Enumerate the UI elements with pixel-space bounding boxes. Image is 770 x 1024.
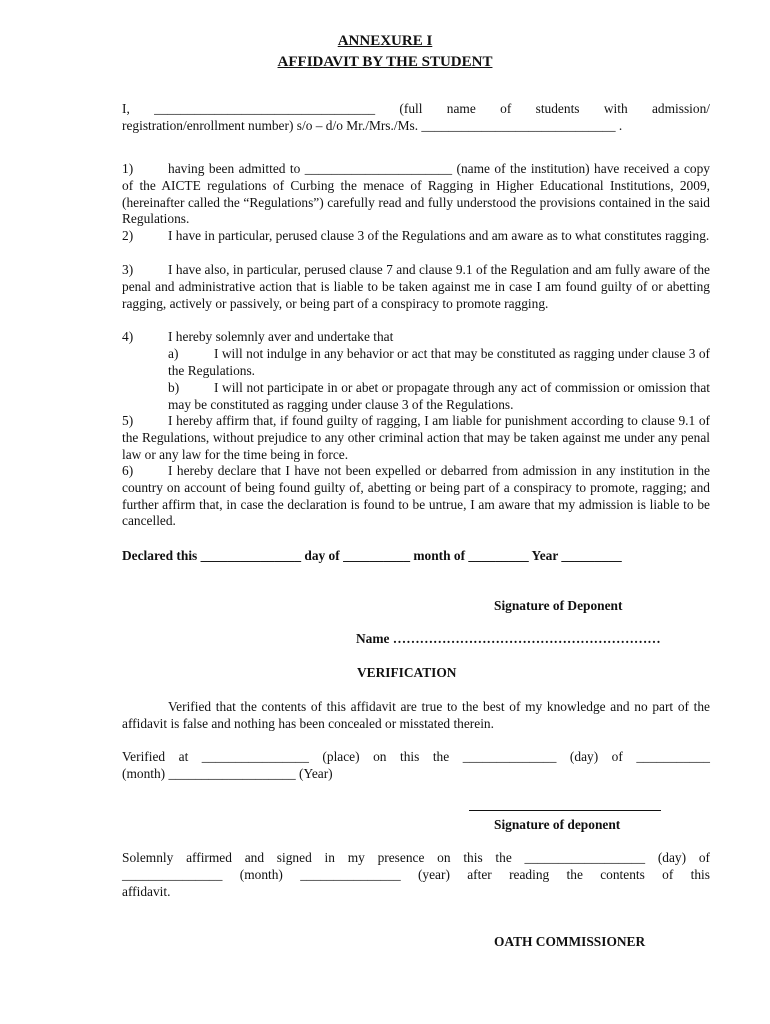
sub-clause-letter: a) <box>168 346 179 361</box>
verified-place-line: Verified at ________________ (place) on this the ______________ (day) of ___________ <box>122 749 710 764</box>
sub-clause-text: I will not participate in or abet or propagate through any act of commission or omission that may be constituted as ragging under clause 3 of the Regulations. <box>168 380 710 412</box>
clause-text: I hereby solemnly aver and undertake that <box>168 329 394 344</box>
clause-number: 2) <box>122 228 134 243</box>
sub-clause-letter: b) <box>168 380 180 395</box>
clause-number: 5) <box>122 413 134 428</box>
clause-4 <box>122 329 710 346</box>
signature-of-deponent-label: Signature of Deponent <box>494 598 623 613</box>
solemn-line-2: _______________ (month) _______________ (year) after reading the contents of this <box>122 867 710 882</box>
clause-2 <box>122 228 710 245</box>
signature-line <box>469 810 661 811</box>
clause-5 <box>122 413 710 463</box>
affidavit-title: AFFIDAVIT BY THE STUDENT <box>277 54 493 70</box>
intro-line-1: I, _________________________________ (full name of students with admission/ <box>122 101 710 116</box>
declared-line: Declared this _______________ day of __________ month of _________ Year _________ <box>122 548 622 563</box>
clause-number: 6) <box>122 463 134 478</box>
clause-text: I hereby declare that I have not been expelled or debarred from admission in any institution in the country on account of being found guilty of, abetting or being part of a conspiracy to promote, ragging; and further affirm that, in case the declaration is found to be untrue, I am aware that my admission is liable to be cancelled. <box>122 463 710 529</box>
intro-line-2: registration/enrollment number) s/o – d/o Mr./Mrs./Ms. _____________________________ . <box>122 118 623 133</box>
verification-title: VERIFICATION <box>357 665 457 680</box>
verified-year-line: (month) ___________________ (Year) <box>122 766 333 781</box>
name-line: Name …………………………………………………… <box>356 631 661 646</box>
verification-text: Verified that the contents of this affidavit are true to the best of my knowledge and no part of the affidavit is false and nothing has been concealed or misstated therein. <box>122 699 710 731</box>
clause-text: I have in particular, perused clause 3 of the Regulations and am aware as to what constitutes ragging. <box>168 228 710 243</box>
clause-number: 4) <box>122 329 134 344</box>
clause-text: having been admitted to ______________________ (name of the institution) have received a copy of the AICTE regulations of Curbing the menace of Ragging in Higher Educational Institutions, 2009, (hereinafter called the “Regulations”) carefully read and fully understood the provisions contained in the said Regulations. <box>122 161 710 227</box>
clause-4a <box>168 346 710 380</box>
solemn-line-1: Solemnly affirmed and signed in my presence on this the __________________ (day) of <box>122 850 710 865</box>
clause-text: I hereby affirm that, if found guilty of ragging, I am liable for punishment according to clause 9.1 of the Regulations, without prejudice to any other criminal action that may be taken against me under any penal law or any law for the time being in force. <box>122 413 710 462</box>
clause-number: 1) <box>122 161 134 176</box>
clause-text: I have also, in particular, perused clause 7 and clause 9.1 of the Regulation and am fully aware of the penal and administrative action that is liable to be taken against me in case I am found guilty of or abetting ragging, actively or passively, or being part of a conspiracy to promote ragging. <box>122 262 710 311</box>
clause-1 <box>122 161 710 228</box>
clause-number: 3) <box>122 262 134 277</box>
annexure-heading: ANNEXURE I <box>337 33 433 49</box>
clause-3 <box>122 262 710 312</box>
oath-commissioner-label: OATH COMMISSIONER <box>494 934 646 949</box>
solemn-line-3: affidavit. <box>122 884 171 899</box>
clause-6 <box>122 463 710 530</box>
signature-of-deponent-label-2: Signature of deponent <box>494 817 621 832</box>
clause-4b <box>168 380 710 414</box>
sub-clause-text: I will not indulge in any behavior or act that may be constituted as ragging under clause 3 of the Regulations. <box>168 346 710 378</box>
